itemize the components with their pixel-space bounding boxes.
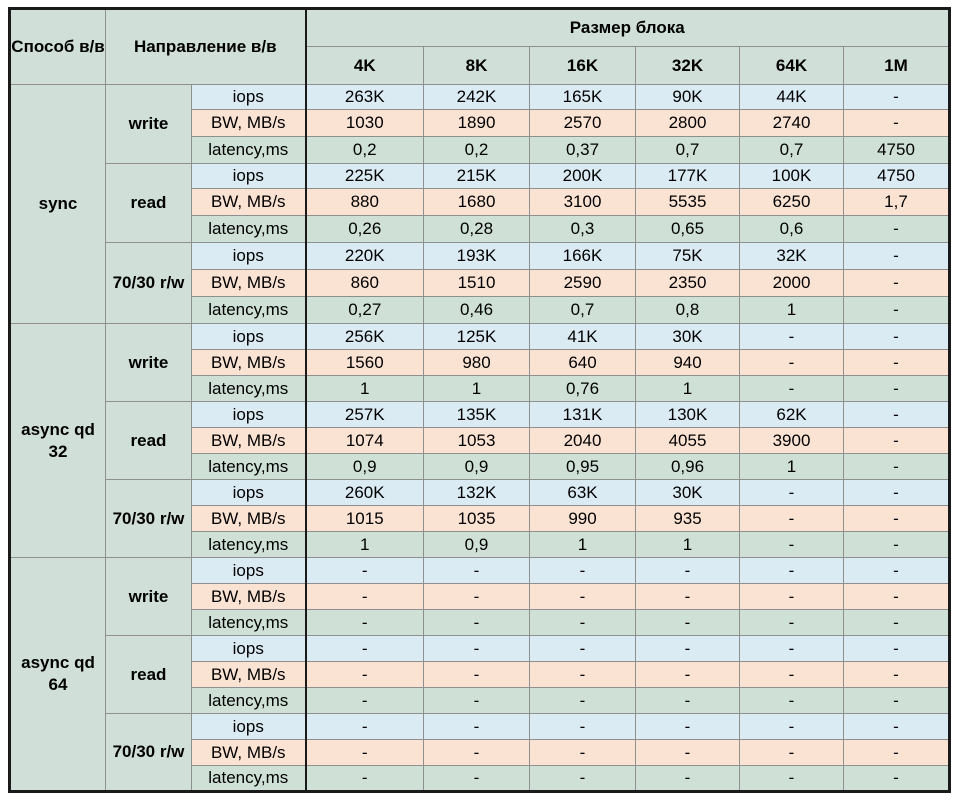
value-cell: 177K [636,164,740,189]
value-cell: 3100 [530,189,636,216]
value-cell: - [424,558,530,584]
value-cell: 1 [424,376,530,402]
value-cell: 2800 [636,110,740,137]
iops-row [10,558,950,584]
value-cell: - [636,610,740,636]
value-cell: - [844,454,950,480]
value-cell: - [530,636,636,662]
value-cell: 257K [306,402,424,428]
value-cell: 2740 [740,110,844,137]
benchmark-table [8,7,951,793]
value-cell: 242K [424,85,530,110]
value-cell: 0,95 [530,454,636,480]
value-cell: - [740,558,844,584]
metric-label: iops [192,164,306,189]
value-cell: 2570 [530,110,636,137]
iops-row [10,243,950,270]
metric-label: iops [192,85,306,110]
value-cell: 0,7 [636,137,740,164]
value-cell: - [424,740,530,766]
value-cell: - [306,740,424,766]
value-cell: 880 [306,189,424,216]
method-header: Способ в/в [10,9,106,85]
metric-label: latency,ms [192,454,306,480]
value-cell: 0,7 [740,137,844,164]
value-cell: 940 [636,350,740,376]
value-cell: 165K [530,85,636,110]
value-cell: - [306,610,424,636]
direction-cell: write [106,324,192,402]
value-cell: - [844,243,950,270]
value-cell: - [306,714,424,740]
method-cell: async qd 32 [10,324,106,558]
value-cell: - [530,584,636,610]
value-cell: 1510 [424,270,530,297]
value-cell: 100K [740,164,844,189]
metric-label: BW, MB/s [192,740,306,766]
value-cell: 0,7 [530,297,636,324]
metric-label: latency,ms [192,688,306,714]
value-cell: 215K [424,164,530,189]
value-cell: 2000 [740,270,844,297]
iops-row [10,85,950,110]
value-cell: 193K [424,243,530,270]
value-cell: 130K [636,402,740,428]
value-cell: - [844,216,950,243]
value-cell: 260K [306,480,424,506]
value-cell: - [636,662,740,688]
value-cell: - [530,558,636,584]
value-cell: - [844,402,950,428]
value-cell: 125K [424,324,530,350]
value-cell: - [844,110,950,137]
metric-label: iops [192,243,306,270]
value-cell: 5535 [636,189,740,216]
metric-label: iops [192,714,306,740]
value-cell: - [740,662,844,688]
value-cell: - [844,740,950,766]
value-cell: - [740,324,844,350]
iops-row [10,324,950,350]
direction-header: Направление в/в [106,9,306,85]
value-cell: 1 [740,454,844,480]
value-cell: - [424,688,530,714]
value-cell: 30K [636,324,740,350]
value-cell: - [844,428,950,454]
value-cell: - [844,506,950,532]
value-cell: 1074 [306,428,424,454]
direction-cell: 70/30 r/w [106,714,192,792]
value-cell: - [424,636,530,662]
value-cell: - [306,688,424,714]
metric-label: iops [192,402,306,428]
value-cell: 1680 [424,189,530,216]
value-cell: - [424,584,530,610]
block-size-1m: 1M [844,47,950,85]
value-cell: 1053 [424,428,530,454]
value-cell: 1 [530,532,636,558]
direction-cell: read [106,164,192,243]
value-cell: - [844,480,950,506]
value-cell: 1 [636,532,740,558]
value-cell: - [530,714,636,740]
metric-label: BW, MB/s [192,189,306,216]
value-cell: 1030 [306,110,424,137]
value-cell: 62K [740,402,844,428]
value-cell: 3900 [740,428,844,454]
metric-label: iops [192,636,306,662]
iops-row [10,164,950,189]
value-cell: - [306,662,424,688]
value-cell: 4750 [844,137,950,164]
direction-cell: read [106,402,192,480]
value-cell: - [636,766,740,792]
value-cell: 41K [530,324,636,350]
value-cell: - [844,558,950,584]
value-cell: - [306,766,424,792]
value-cell: 6250 [740,189,844,216]
value-cell: - [844,350,950,376]
value-cell: - [530,610,636,636]
value-cell: - [636,740,740,766]
block-size-header: Размер блока [306,9,950,47]
value-cell: 990 [530,506,636,532]
value-cell: 0,28 [424,216,530,243]
value-cell: - [740,610,844,636]
metric-label: latency,ms [192,376,306,402]
value-cell: - [530,688,636,714]
value-cell: - [530,740,636,766]
value-cell: - [306,558,424,584]
value-cell: 1015 [306,506,424,532]
value-cell: - [740,740,844,766]
value-cell: 0,65 [636,216,740,243]
value-cell: - [530,662,636,688]
value-cell: - [636,558,740,584]
metric-label: latency,ms [192,610,306,636]
value-cell: 0,9 [306,454,424,480]
value-cell: 640 [530,350,636,376]
value-cell: 1890 [424,110,530,137]
value-cell: - [740,506,844,532]
value-cell: - [740,636,844,662]
method-cell: async qd 64 [10,558,106,792]
value-cell: 44K [740,85,844,110]
value-cell: - [844,270,950,297]
value-cell: - [636,714,740,740]
direction-cell: write [106,85,192,164]
value-cell: 132K [424,480,530,506]
value-cell: - [844,324,950,350]
value-cell: - [424,662,530,688]
value-cell: 0,9 [424,454,530,480]
value-cell: 2040 [530,428,636,454]
value-cell: - [740,480,844,506]
value-cell: 90K [636,85,740,110]
value-cell: - [740,688,844,714]
value-cell: - [844,584,950,610]
value-cell: - [636,584,740,610]
value-cell: 75K [636,243,740,270]
metric-label: BW, MB/s [192,428,306,454]
value-cell: 166K [530,243,636,270]
value-cell: 0,27 [306,297,424,324]
value-cell: 0,3 [530,216,636,243]
iops-row [10,402,950,428]
value-cell: 225K [306,164,424,189]
value-cell: 263K [306,85,424,110]
value-cell: - [740,376,844,402]
value-cell: - [844,662,950,688]
value-cell: - [740,584,844,610]
value-cell: 935 [636,506,740,532]
direction-cell: 70/30 r/w [106,480,192,558]
value-cell: 0,2 [306,137,424,164]
value-cell: - [844,85,950,110]
value-cell: 1560 [306,350,424,376]
iops-row [10,480,950,506]
direction-cell: 70/30 r/w [106,243,192,324]
value-cell: 200K [530,164,636,189]
metric-label: latency,ms [192,137,306,164]
value-cell: - [424,610,530,636]
value-cell: - [844,610,950,636]
value-cell: 980 [424,350,530,376]
value-cell: - [740,714,844,740]
value-cell: - [636,636,740,662]
value-cell: - [844,636,950,662]
value-cell: 1,7 [844,189,950,216]
direction-cell: write [106,558,192,636]
value-cell: 131K [530,402,636,428]
value-cell: 63K [530,480,636,506]
block-size-64k: 64K [740,47,844,85]
value-cell: 0,76 [530,376,636,402]
direction-cell: read [106,636,192,714]
value-cell: 220K [306,243,424,270]
value-cell: - [306,584,424,610]
value-cell: - [740,766,844,792]
value-cell: 256K [306,324,424,350]
block-size-4k: 4K [306,47,424,85]
value-cell: - [740,350,844,376]
iops-row [10,636,950,662]
value-cell: 0,6 [740,216,844,243]
metric-label: BW, MB/s [192,270,306,297]
value-cell: - [844,297,950,324]
value-cell: 1 [740,297,844,324]
value-cell: 0,37 [530,137,636,164]
value-cell: 0,96 [636,454,740,480]
metric-label: latency,ms [192,766,306,792]
value-cell: 0,2 [424,137,530,164]
value-cell: 1 [306,376,424,402]
value-cell: - [844,766,950,792]
value-cell: 1035 [424,506,530,532]
block-size-32k: 32K [636,47,740,85]
metric-label: latency,ms [192,297,306,324]
metric-label: iops [192,324,306,350]
metric-label: latency,ms [192,532,306,558]
value-cell: - [844,688,950,714]
metric-label: BW, MB/s [192,350,306,376]
iops-row [10,714,950,740]
value-cell: - [530,766,636,792]
value-cell: 4055 [636,428,740,454]
metric-label: BW, MB/s [192,584,306,610]
value-cell: 32K [740,243,844,270]
metric-label: BW, MB/s [192,662,306,688]
value-cell: 2590 [530,270,636,297]
value-cell: - [844,532,950,558]
metric-label: iops [192,480,306,506]
value-cell: 30K [636,480,740,506]
method-cell: sync [10,85,106,324]
metric-label: BW, MB/s [192,506,306,532]
value-cell: - [306,636,424,662]
value-cell: 2350 [636,270,740,297]
value-cell: - [844,376,950,402]
value-cell: 1 [306,532,424,558]
value-cell: - [636,688,740,714]
value-cell: - [740,532,844,558]
metric-label: BW, MB/s [192,110,306,137]
value-cell: 135K [424,402,530,428]
value-cell: 1 [636,376,740,402]
value-cell: 4750 [844,164,950,189]
value-cell: - [424,714,530,740]
value-cell: - [844,714,950,740]
value-cell: 0,26 [306,216,424,243]
value-cell: 860 [306,270,424,297]
value-cell: 0,8 [636,297,740,324]
block-size-16k: 16K [530,47,636,85]
value-cell: - [424,766,530,792]
metric-label: latency,ms [192,216,306,243]
block-size-8k: 8K [424,47,530,85]
value-cell: 0,46 [424,297,530,324]
metric-label: iops [192,558,306,584]
value-cell: 0,9 [424,532,530,558]
